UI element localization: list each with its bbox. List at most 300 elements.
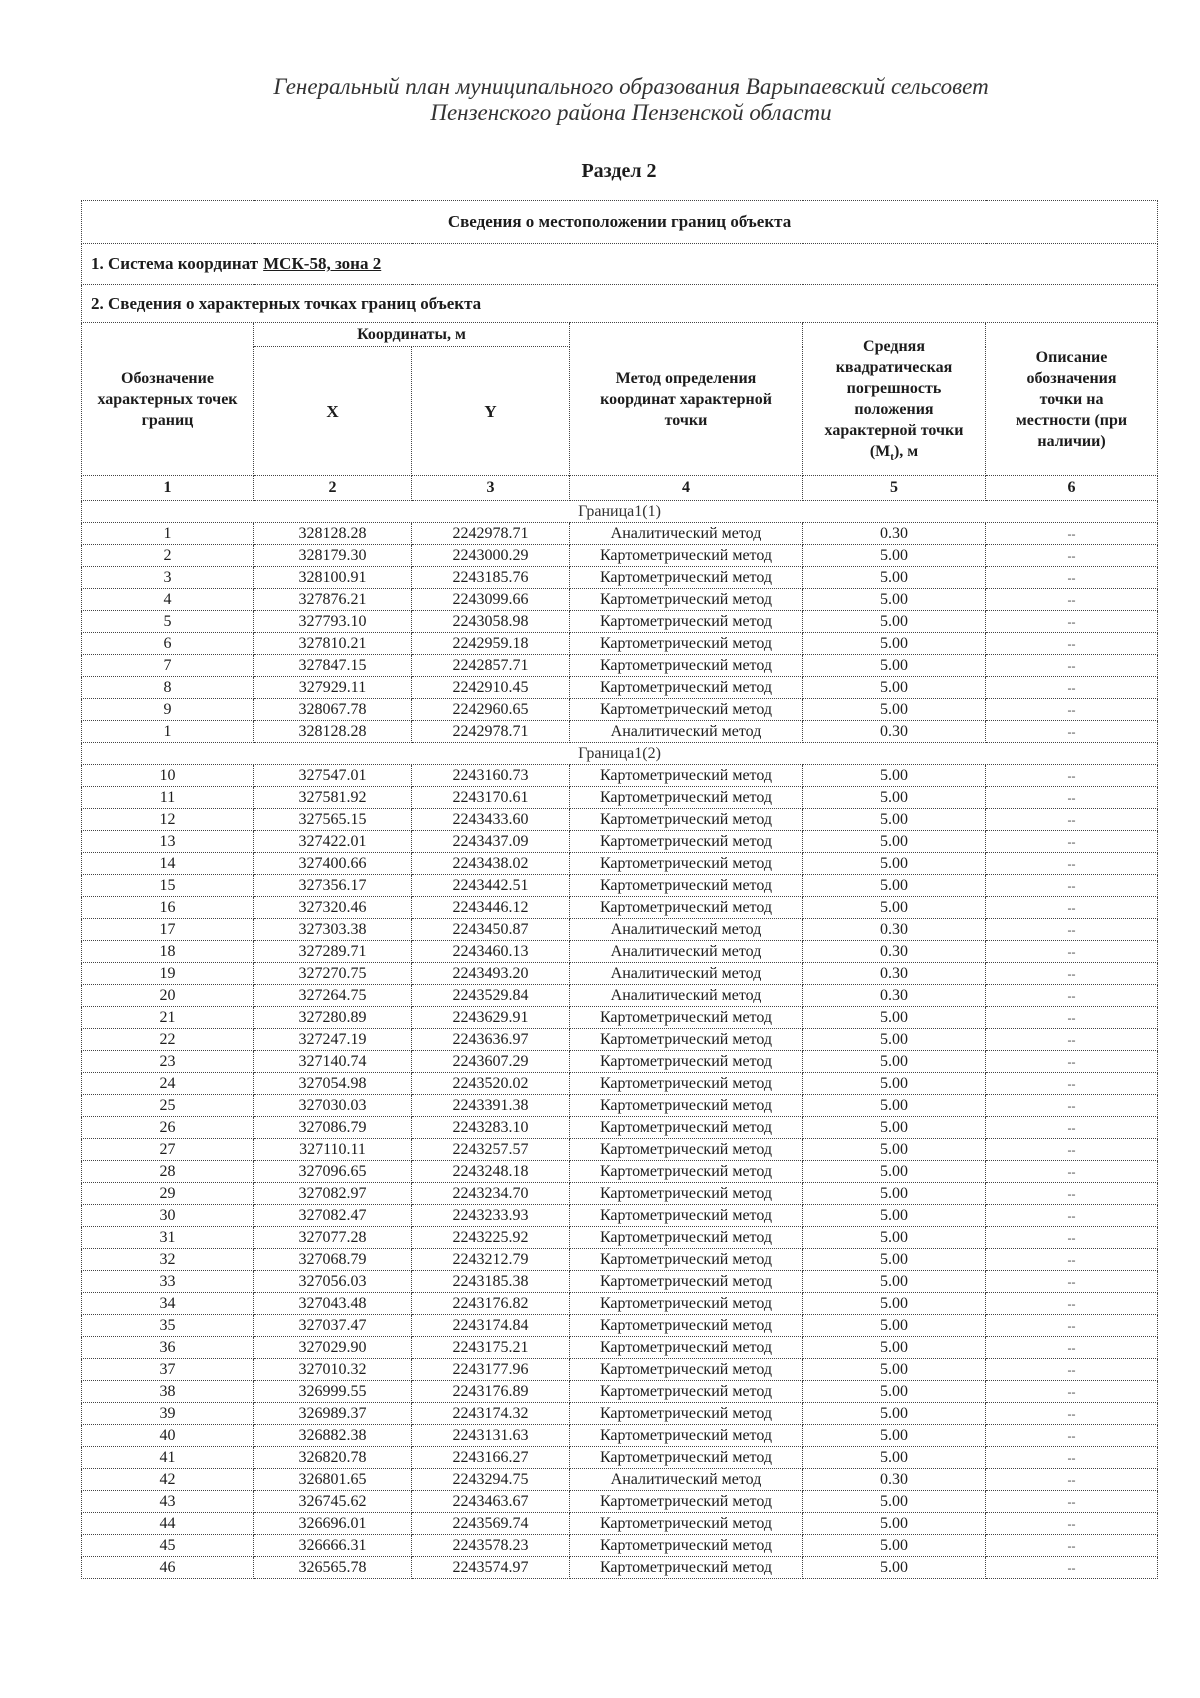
table-row <box>82 1139 1158 1161</box>
coord-system-cell <box>82 244 1158 285</box>
y-coordinate-cell: 2242959.18 <box>412 633 570 655</box>
table-row <box>82 1073 1158 1095</box>
y-coordinate-cell: 2243175.21 <box>412 1337 570 1359</box>
point-id-cell: 2 <box>82 545 254 567</box>
method-column-header: Метод определения координат характерной точки <box>570 323 803 476</box>
point-id-cell: 25 <box>82 1095 254 1117</box>
y-coordinate-cell: 2243450.87 <box>412 919 570 941</box>
x-coordinate-cell: 326882.38 <box>254 1425 412 1447</box>
x-coordinate-cell: 327068.79 <box>254 1249 412 1271</box>
x-coordinate-cell: 327793.10 <box>254 611 412 633</box>
table-row <box>82 1425 1158 1447</box>
error-cell: 5.00 <box>803 1359 986 1381</box>
point-id-cell: 43 <box>82 1491 254 1513</box>
description-cell: -- <box>986 1095 1158 1117</box>
x-coordinate-cell: 327810.21 <box>254 633 412 655</box>
error-cell: 0.30 <box>803 1469 986 1491</box>
column-number: 6 <box>986 476 1158 501</box>
point-id-cell: 22 <box>82 1029 254 1051</box>
table-row <box>82 897 1158 919</box>
method-cell: Картометрический метод <box>570 1535 803 1557</box>
table-title: Сведения о местоположении границ объекта <box>82 201 1158 244</box>
points-table-body <box>82 201 1158 1579</box>
x-coordinate-cell: 328128.28 <box>254 523 412 545</box>
error-cell: 5.00 <box>803 1139 986 1161</box>
description-cell: -- <box>986 853 1158 875</box>
description-cell: -- <box>986 1535 1158 1557</box>
point-id-cell: 7 <box>82 655 254 677</box>
document-header <box>81 74 1181 126</box>
description-cell: -- <box>986 1183 1158 1205</box>
error-cell: 0.30 <box>803 523 986 545</box>
table-row <box>82 1381 1158 1403</box>
x-coordinate-cell: 327082.97 <box>254 1183 412 1205</box>
method-cell: Картометрический метод <box>570 1425 803 1447</box>
y-coordinate-cell: 2243438.02 <box>412 853 570 875</box>
y-coordinate-cell: 2243391.38 <box>412 1095 570 1117</box>
method-cell: Картометрический метод <box>570 853 803 875</box>
points-title-row <box>82 285 1158 323</box>
method-cell: Картометрический метод <box>570 1359 803 1381</box>
table-row <box>82 655 1158 677</box>
table-row <box>82 523 1158 545</box>
error-cell: 0.30 <box>803 963 986 985</box>
y-coordinate-cell: 2243233.93 <box>412 1205 570 1227</box>
error-cell: 5.00 <box>803 1227 986 1249</box>
description-cell: -- <box>986 1073 1158 1095</box>
table-row <box>82 1007 1158 1029</box>
x-coordinate-cell: 326565.78 <box>254 1557 412 1579</box>
x-coordinate-cell: 327280.89 <box>254 1007 412 1029</box>
description-cell: -- <box>986 567 1158 589</box>
y-coordinate-cell: 2243131.63 <box>412 1425 570 1447</box>
y-coordinate-cell: 2243607.29 <box>412 1051 570 1073</box>
method-cell: Картометрический метод <box>570 1007 803 1029</box>
x-coordinate-cell: 326745.62 <box>254 1491 412 1513</box>
error-header-suffix: ), м <box>893 443 919 460</box>
error-cell: 5.00 <box>803 787 986 809</box>
table-row <box>82 765 1158 787</box>
point-id-cell: 21 <box>82 1007 254 1029</box>
x-coordinate-cell: 327140.74 <box>254 1051 412 1073</box>
y-coordinate-cell: 2243442.51 <box>412 875 570 897</box>
point-id-cell: 24 <box>82 1073 254 1095</box>
description-cell: -- <box>986 655 1158 677</box>
table-row <box>82 875 1158 897</box>
point-id-cell: 9 <box>82 699 254 721</box>
y-coordinate-cell: 2243174.32 <box>412 1403 570 1425</box>
error-cell: 5.00 <box>803 831 986 853</box>
method-cell: Картометрический метод <box>570 545 803 567</box>
x-coordinate-cell: 327082.47 <box>254 1205 412 1227</box>
x-coordinate-cell: 327264.75 <box>254 985 412 1007</box>
error-cell: 0.30 <box>803 721 986 743</box>
table-row <box>82 1557 1158 1579</box>
y-column-header: Y <box>412 347 570 476</box>
table-row <box>82 1051 1158 1073</box>
error-cell: 5.00 <box>803 1513 986 1535</box>
x-coordinate-cell: 327303.38 <box>254 919 412 941</box>
error-cell: 5.00 <box>803 809 986 831</box>
table-row <box>82 1249 1158 1271</box>
method-cell: Картометрический метод <box>570 677 803 699</box>
point-id-cell: 45 <box>82 1535 254 1557</box>
x-coordinate-cell: 328179.30 <box>254 545 412 567</box>
method-cell: Картометрический метод <box>570 1381 803 1403</box>
point-id-cell: 36 <box>82 1337 254 1359</box>
x-coordinate-cell: 327581.92 <box>254 787 412 809</box>
table-row <box>82 1447 1158 1469</box>
method-cell: Картометрический метод <box>570 1161 803 1183</box>
error-cell: 5.00 <box>803 1315 986 1337</box>
y-coordinate-cell: 2243185.76 <box>412 567 570 589</box>
y-coordinate-cell: 2243629.91 <box>412 1007 570 1029</box>
x-coordinate-cell: 327565.15 <box>254 809 412 831</box>
error-cell: 5.00 <box>803 1029 986 1051</box>
document-header-line-2: Пензенского района Пензенской области <box>430 100 832 125</box>
point-id-cell: 19 <box>82 963 254 985</box>
method-cell: Аналитический метод <box>570 721 803 743</box>
point-id-cell: 29 <box>82 1183 254 1205</box>
column-number: 2 <box>254 476 412 501</box>
y-coordinate-cell: 2242978.71 <box>412 523 570 545</box>
x-coordinate-cell: 328100.91 <box>254 567 412 589</box>
description-cell: -- <box>986 985 1158 1007</box>
section-title: Раздел 2 <box>581 160 657 182</box>
point-id-cell: 14 <box>82 853 254 875</box>
table-row <box>82 919 1158 941</box>
error-cell: 5.00 <box>803 1183 986 1205</box>
coordinates-column-header: Координаты, м <box>254 323 570 347</box>
method-cell: Картометрический метод <box>570 1403 803 1425</box>
error-cell: 0.30 <box>803 919 986 941</box>
description-cell: -- <box>986 765 1158 787</box>
y-coordinate-cell: 2243000.29 <box>412 545 570 567</box>
error-cell: 5.00 <box>803 545 986 567</box>
x-coordinate-cell: 327422.01 <box>254 831 412 853</box>
method-cell: Картометрический метод <box>570 699 803 721</box>
y-coordinate-cell: 2243174.84 <box>412 1315 570 1337</box>
method-cell: Картометрический метод <box>570 1337 803 1359</box>
method-cell: Картометрический метод <box>570 1557 803 1579</box>
point-id-cell: 4 <box>82 589 254 611</box>
y-coordinate-cell: 2243160.73 <box>412 765 570 787</box>
boundary-section-row <box>82 743 1158 765</box>
x-coordinate-cell: 327077.28 <box>254 1227 412 1249</box>
point-id-cell: 1 <box>82 523 254 545</box>
point-id-cell: 34 <box>82 1293 254 1315</box>
table-row <box>82 1161 1158 1183</box>
x-coordinate-cell: 328128.28 <box>254 721 412 743</box>
point-id-cell: 6 <box>82 633 254 655</box>
column-header-row <box>82 323 1158 347</box>
x-coordinate-cell: 327400.66 <box>254 853 412 875</box>
table-row <box>82 963 1158 985</box>
x-coordinate-cell: 327289.71 <box>254 941 412 963</box>
table-row <box>82 1513 1158 1535</box>
boundary-section-row <box>82 501 1158 523</box>
error-cell: 5.00 <box>803 589 986 611</box>
point-id-cell: 28 <box>82 1161 254 1183</box>
description-cell: -- <box>986 1381 1158 1403</box>
y-coordinate-cell: 2243225.92 <box>412 1227 570 1249</box>
error-cell: 5.00 <box>803 655 986 677</box>
point-id-cell: 33 <box>82 1271 254 1293</box>
method-cell: Картометрический метод <box>570 809 803 831</box>
coord-system-label: 1. Система координат <box>91 254 259 273</box>
column-number: 1 <box>82 476 254 501</box>
method-cell: Картометрический метод <box>570 567 803 589</box>
method-cell: Картометрический метод <box>570 1139 803 1161</box>
error-cell: 0.30 <box>803 941 986 963</box>
x-coordinate-cell: 326999.55 <box>254 1381 412 1403</box>
point-id-cell: 32 <box>82 1249 254 1271</box>
error-cell: 5.00 <box>803 699 986 721</box>
description-cell: -- <box>986 1271 1158 1293</box>
error-cell: 5.00 <box>803 677 986 699</box>
description-column-header: Описание обозначения точки на местности (при наличии) <box>986 323 1158 476</box>
description-cell: -- <box>986 1425 1158 1447</box>
boundary-points-table <box>81 200 1158 1579</box>
point-id-cell: 26 <box>82 1117 254 1139</box>
point-id-cell: 35 <box>82 1315 254 1337</box>
x-coordinate-cell: 327086.79 <box>254 1117 412 1139</box>
coord-system-value: МСК-58, зона 2 <box>263 254 382 273</box>
description-cell: -- <box>986 1227 1158 1249</box>
point-id-cell: 37 <box>82 1359 254 1381</box>
table-row <box>82 545 1158 567</box>
error-cell: 5.00 <box>803 1117 986 1139</box>
method-cell: Картометрический метод <box>570 611 803 633</box>
y-coordinate-cell: 2242857.71 <box>412 655 570 677</box>
error-cell: 5.00 <box>803 1447 986 1469</box>
x-coordinate-cell: 326666.31 <box>254 1535 412 1557</box>
error-cell: 5.00 <box>803 765 986 787</box>
description-cell: -- <box>986 699 1158 721</box>
method-cell: Картометрический метод <box>570 1271 803 1293</box>
description-cell: -- <box>986 787 1158 809</box>
x-coordinate-cell: 327056.03 <box>254 1271 412 1293</box>
x-coordinate-cell: 327247.19 <box>254 1029 412 1051</box>
method-cell: Картометрический метод <box>570 1117 803 1139</box>
column-number: 5 <box>803 476 986 501</box>
y-coordinate-cell: 2243433.60 <box>412 809 570 831</box>
y-coordinate-cell: 2243569.74 <box>412 1513 570 1535</box>
method-cell: Картометрический метод <box>570 1315 803 1337</box>
error-cell: 5.00 <box>803 1381 986 1403</box>
method-cell: Картометрический метод <box>570 1029 803 1051</box>
y-coordinate-cell: 2243234.70 <box>412 1183 570 1205</box>
y-coordinate-cell: 2243212.79 <box>412 1249 570 1271</box>
point-id-cell: 5 <box>82 611 254 633</box>
table-row <box>82 589 1158 611</box>
table-row <box>82 1359 1158 1381</box>
coord-system-row <box>82 244 1158 285</box>
table-row <box>82 1491 1158 1513</box>
table-row <box>82 941 1158 963</box>
point-id-cell: 15 <box>82 875 254 897</box>
point-id-cell: 20 <box>82 985 254 1007</box>
table-row <box>82 567 1158 589</box>
y-coordinate-cell: 2243294.75 <box>412 1469 570 1491</box>
point-id-cell: 42 <box>82 1469 254 1491</box>
error-cell: 5.00 <box>803 1161 986 1183</box>
y-coordinate-cell: 2243283.10 <box>412 1117 570 1139</box>
y-coordinate-cell: 2243099.66 <box>412 589 570 611</box>
method-cell: Картометрический метод <box>570 875 803 897</box>
x-coordinate-cell: 326696.01 <box>254 1513 412 1535</box>
method-cell: Картометрический метод <box>570 1095 803 1117</box>
method-cell: Картометрический метод <box>570 589 803 611</box>
method-cell: Аналитический метод <box>570 919 803 941</box>
table-row <box>82 831 1158 853</box>
x-coordinate-cell: 327547.01 <box>254 765 412 787</box>
x-coordinate-cell: 326801.65 <box>254 1469 412 1491</box>
point-id-cell: 18 <box>82 941 254 963</box>
x-coordinate-cell: 327320.46 <box>254 897 412 919</box>
error-cell: 5.00 <box>803 1491 986 1513</box>
error-cell: 5.00 <box>803 1293 986 1315</box>
error-cell: 5.00 <box>803 1095 986 1117</box>
error-cell: 5.00 <box>803 633 986 655</box>
table-row <box>82 1095 1158 1117</box>
method-cell: Картометрический метод <box>570 1073 803 1095</box>
x-coordinate-cell: 327876.21 <box>254 589 412 611</box>
y-coordinate-cell: 2243437.09 <box>412 831 570 853</box>
description-cell: -- <box>986 1205 1158 1227</box>
x-coordinate-cell: 327096.65 <box>254 1161 412 1183</box>
error-cell: 5.00 <box>803 1535 986 1557</box>
method-cell: Аналитический метод <box>570 985 803 1007</box>
method-cell: Картометрический метод <box>570 1513 803 1535</box>
point-id-cell: 3 <box>82 567 254 589</box>
description-cell: -- <box>986 809 1158 831</box>
table-row <box>82 1117 1158 1139</box>
method-cell: Аналитический метод <box>570 523 803 545</box>
description-cell: -- <box>986 523 1158 545</box>
description-cell: -- <box>986 1315 1158 1337</box>
point-id-cell: 10 <box>82 765 254 787</box>
points-title: 2. Сведения о характерных точках границ объекта <box>82 285 1158 323</box>
table-row <box>82 787 1158 809</box>
description-cell: -- <box>986 1513 1158 1535</box>
y-coordinate-cell: 2242978.71 <box>412 721 570 743</box>
y-coordinate-cell: 2243636.97 <box>412 1029 570 1051</box>
description-cell: -- <box>986 1403 1158 1425</box>
y-coordinate-cell: 2243170.61 <box>412 787 570 809</box>
point-id-cell: 23 <box>82 1051 254 1073</box>
x-coordinate-cell: 326820.78 <box>254 1447 412 1469</box>
description-cell: -- <box>986 963 1158 985</box>
error-cell: 5.00 <box>803 1249 986 1271</box>
point-id-cell: 46 <box>82 1557 254 1579</box>
error-cell: 5.00 <box>803 1271 986 1293</box>
x-coordinate-cell: 327270.75 <box>254 963 412 985</box>
description-cell: -- <box>986 1007 1158 1029</box>
point-id-cell: 8 <box>82 677 254 699</box>
point-id-cell: 12 <box>82 809 254 831</box>
error-cell: 5.00 <box>803 567 986 589</box>
description-cell: -- <box>986 633 1158 655</box>
description-cell: -- <box>986 1117 1158 1139</box>
error-cell: 5.00 <box>803 1403 986 1425</box>
method-cell: Картометрический метод <box>570 1491 803 1513</box>
x-coordinate-cell: 327029.90 <box>254 1337 412 1359</box>
error-header-subscript: t <box>890 451 894 464</box>
point-id-cell: 31 <box>82 1227 254 1249</box>
error-cell: 5.00 <box>803 1007 986 1029</box>
method-cell: Картометрический метод <box>570 897 803 919</box>
y-coordinate-cell: 2242960.65 <box>412 699 570 721</box>
y-coordinate-cell: 2243166.27 <box>412 1447 570 1469</box>
table-row <box>82 1469 1158 1491</box>
method-cell: Картометрический метод <box>570 1183 803 1205</box>
description-cell: -- <box>986 1051 1158 1073</box>
description-cell: -- <box>986 1359 1158 1381</box>
table-row <box>82 1271 1158 1293</box>
point-id-cell: 38 <box>82 1381 254 1403</box>
x-coordinate-cell: 327929.11 <box>254 677 412 699</box>
method-cell: Картометрический метод <box>570 765 803 787</box>
table-row <box>82 985 1158 1007</box>
method-cell: Картометрический метод <box>570 1205 803 1227</box>
y-coordinate-cell: 2243176.82 <box>412 1293 570 1315</box>
x-coordinate-cell: 327043.48 <box>254 1293 412 1315</box>
x-coordinate-cell: 327356.17 <box>254 875 412 897</box>
description-cell: -- <box>986 1161 1158 1183</box>
method-cell: Аналитический метод <box>570 963 803 985</box>
x-coordinate-cell: 326989.37 <box>254 1403 412 1425</box>
point-id-cell: 41 <box>82 1447 254 1469</box>
y-coordinate-cell: 2243446.12 <box>412 897 570 919</box>
method-cell: Картометрический метод <box>570 787 803 809</box>
point-id-cell: 1 <box>82 721 254 743</box>
x-column-header: X <box>254 347 412 476</box>
method-cell: Картометрический метод <box>570 831 803 853</box>
y-coordinate-cell: 2243463.67 <box>412 1491 570 1513</box>
table-row <box>82 1293 1158 1315</box>
method-cell: Картометрический метод <box>570 1293 803 1315</box>
description-cell: -- <box>986 1029 1158 1051</box>
table-row <box>82 633 1158 655</box>
description-cell: -- <box>986 1447 1158 1469</box>
method-cell: Картометрический метод <box>570 1051 803 1073</box>
boundary-section-label: Граница1(1) <box>82 501 1158 523</box>
error-cell: 0.30 <box>803 985 986 1007</box>
method-cell: Картометрический метод <box>570 1249 803 1271</box>
method-cell: Картометрический метод <box>570 1227 803 1249</box>
table-row <box>82 1205 1158 1227</box>
error-cell: 5.00 <box>803 853 986 875</box>
table-row <box>82 721 1158 743</box>
point-id-cell: 13 <box>82 831 254 853</box>
table-row <box>82 1403 1158 1425</box>
table-row <box>82 1183 1158 1205</box>
description-cell: -- <box>986 677 1158 699</box>
x-coordinate-cell: 327010.32 <box>254 1359 412 1381</box>
error-cell: 5.00 <box>803 875 986 897</box>
error-cell: 5.00 <box>803 1051 986 1073</box>
table-title-row <box>82 201 1158 244</box>
description-cell: -- <box>986 875 1158 897</box>
error-header-text: Средняя квадратическая погрешность положения характерной точки (M <box>824 338 964 460</box>
description-cell: -- <box>986 897 1158 919</box>
description-cell: -- <box>986 919 1158 941</box>
x-coordinate-cell: 327110.11 <box>254 1139 412 1161</box>
x-coordinate-cell: 327847.15 <box>254 655 412 677</box>
x-coordinate-cell: 328067.78 <box>254 699 412 721</box>
error-cell: 5.00 <box>803 1425 986 1447</box>
